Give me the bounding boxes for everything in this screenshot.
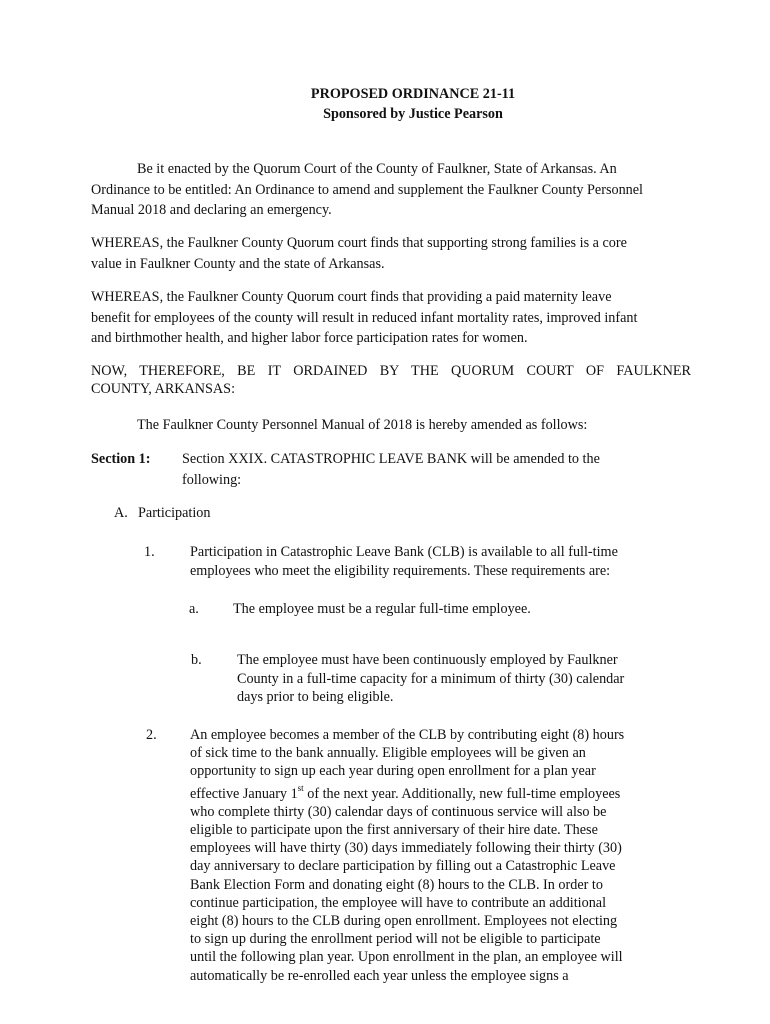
amended-statement [137, 415, 697, 436]
item-1a-letter: a. [189, 601, 199, 617]
part-a-label: A. [114, 505, 128, 521]
ordained-line: NOW, THEREFORE, BE IT ORDAINED BY THE QUORUM COURT OF FAULKNER [91, 363, 691, 379]
item-line: An employee becomes a member of the CLB by contributing eight (8) hours [190, 727, 625, 743]
ordinal-suffix: st [297, 782, 304, 793]
item-line: who complete thirty (30) calendar days of continuous service will also be [190, 803, 607, 820]
whereas-paragraph-1 [91, 233, 691, 274]
whereas-line: WHEREAS, the Faulkner County Quorum court finds that providing a paid maternity leave [91, 289, 612, 305]
intro-line: Ordinance to be entitled: An Ordinance to amend and supplement the Faulkner County Personnel [91, 181, 643, 198]
whereas-line: benefit for employees of the county will result in reduced infant mortality rates, improved infant [91, 309, 638, 326]
ordained-paragraph [91, 362, 691, 398]
item-1b-text [237, 651, 677, 707]
ordinance-title: PROPOSED ORDINANCE 21-11 [310, 86, 516, 102]
item-line: automatically be re-enrolled each year unless the employee signs a [190, 967, 569, 984]
item-line: until the following plan year. Upon enrollment in the plan, an employee will [190, 949, 623, 966]
item-line: opportunity to sign up each year during open enrollment for a plan year [190, 763, 596, 780]
whereas-line: value in Faulkner County and the state of Arkansas. [91, 255, 385, 272]
sponsor-line: Sponsored by Justice Pearson [323, 106, 503, 122]
item-line: Participation in Catastrophic Leave Bank (CLB) is available to all full-time [190, 544, 618, 560]
item-line: employees will have thirty (30) days immediately following their thirty (30) [190, 840, 622, 857]
item-1a-text: The employee must be a regular full-time employee. [233, 601, 531, 617]
item-1-text [190, 543, 670, 581]
amended-line: The Faulkner County Personnel Manual of 2018 is hereby amended as follows: [137, 417, 588, 433]
item-line: eligible to participate upon the first anniversary of their hire date. These [190, 822, 598, 839]
item-line: Bank Election Form and donating eight (8) hours to the CLB. In order to [190, 876, 603, 893]
whereas-line: and birthmother health, and higher labor force participation rates for women. [91, 330, 528, 346]
item-line-part: of the next year. Additionally, new full-time employees [303, 785, 621, 802]
section-line: following: [182, 471, 242, 488]
section-text [182, 449, 682, 490]
item-line: The employee must have been continuously employed by Faulkner [237, 652, 618, 668]
item-1-number: 1. [144, 544, 155, 560]
item-2-number: 2. [146, 727, 157, 743]
item-2-text [190, 726, 680, 985]
section-line: Section XXIX. CATASTROPHIC LEAVE BANK will be amended to the [182, 451, 600, 467]
item-line: eight (8) hours to the CLB during open enrollment. Employees not electing [190, 913, 618, 930]
section-label: Section 1: [91, 451, 151, 467]
part-a-title: Participation [138, 505, 211, 521]
item-line: of sick time to the bank annually. Eligible employees will be given an [190, 745, 586, 762]
item-line [190, 782, 680, 803]
item-line: employees who meet the eligibility requirements. These requirements are: [190, 563, 611, 579]
whereas-line: WHEREAS, the Faulkner County Quorum court finds that supporting strong families is a core [91, 235, 627, 251]
item-line: County in a full-time capacity for a minimum of thirty (30) calendar [237, 670, 625, 687]
intro-line: Be it enacted by the Quorum Court of the County of Faulkner, State of Arkansas. An [137, 161, 617, 177]
item-line: to sign up during the enrollment period will not be eligible to participate [190, 931, 601, 948]
intro-paragraph [91, 159, 691, 221]
item-line: day anniversary to declare participation by filling out a Catastrophic Leave [190, 858, 616, 875]
item-line: days prior to being eligible. [237, 689, 394, 705]
intro-line: Manual 2018 and declaring an emergency. [91, 202, 332, 218]
item-1b-letter: b. [191, 652, 202, 668]
ordained-line: COUNTY, ARKANSAS: [91, 381, 236, 397]
item-line: continue participation, the employee will have to contribute an additional [190, 894, 607, 911]
item-line-part: effective January 1 [190, 785, 298, 802]
whereas-paragraph-2 [91, 287, 691, 349]
